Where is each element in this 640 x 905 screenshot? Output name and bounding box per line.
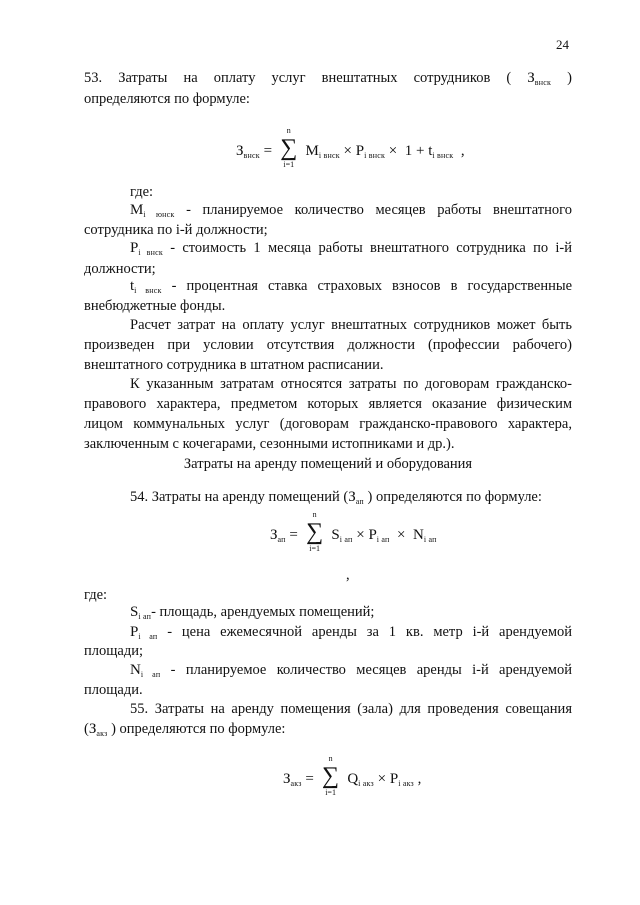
contract-para-l3: лицом коммунальных услуг (договорам гражданско-правового характера, (84, 416, 572, 432)
calc-para-l3: внештатного сотрудника в штатном расписании. (84, 357, 384, 373)
p53-line1: 53. Затраты на оплату услуг внештатных сотрудников ( $З_{внск}$ ) (84, 70, 572, 87)
def-p2: $P_{i ап}$ - цена ежемесячной аренды за 1 кв. метр i-й арендуемой (130, 624, 573, 641)
page-number: 24 (556, 37, 569, 52)
calc-para-l2: произведен при условии отсутствия должности (профессии рабочего) (84, 337, 572, 353)
def-s: $S_{i ап}-$ площадь, арендуемых помещений; (130, 604, 375, 621)
formula-54: $З_{ап}$ = n ∑ i=1 $S_{i ап} \times P_{i ап} \times N_{i ап}$ (270, 510, 437, 553)
where-label-2: где: (84, 587, 108, 603)
def-p: $P_{i внск}$ - стоимость 1 месяца работы внештатного сотрудника по i-й (130, 240, 573, 257)
formula-54-comma: , (346, 567, 350, 583)
contract-para-l4: заключенным с кочегарами, сезонными истопниками и др.). (84, 436, 455, 452)
sum-sign: n ∑ i=1 (322, 754, 340, 797)
def-n: $N_{i ап}$ - планируемое количество месяцев аренды i-й арендуемой (130, 662, 572, 679)
def-p-cont: должности; (84, 261, 156, 277)
p55-line1: 55. Затраты на аренду помещения (зала) для проведения совещания (130, 701, 572, 717)
p53-symbol: $З_{внск}$ (527, 70, 552, 87)
p53-line2: определяются по формуле: (84, 91, 250, 107)
contract-para-l1: К указанным затратам относятся затраты по договорам гражданско- (130, 376, 572, 392)
sum-sign: n ∑ i=1 (280, 126, 298, 169)
section-heading: Затраты на аренду помещений и оборудования (183, 456, 473, 472)
def-t-cont: внебюджетные фонды. (84, 298, 226, 314)
p55-line2: ($З_{акз}$ ) определяются по формуле: (84, 721, 286, 738)
def-m-cont: сотрудника по i-й должности; (84, 222, 268, 238)
formula-55: $З_{акз}$ = n ∑ i=1 $Q_{i акз} \times P_{i акз}$ , (283, 754, 422, 797)
formula-53: $З_{внск}$ = n ∑ i=1 $M_{i внск} \times P_{i внск} \times 1 + t_{i внск}$ , (236, 126, 465, 169)
p54-line: 54. Затраты на аренду помещений ($З_{ап}$ ) определяются по формуле: (130, 489, 542, 506)
contract-para-l2: правового характера, предметом которых является оказание физическим (84, 396, 572, 412)
calc-para-l1: Расчет затрат на оплату услуг внештатных сотрудников может быть (130, 317, 572, 333)
def-m: $M_{i юнск}$ - планируемое количество месяцев работы внештатного (130, 202, 572, 219)
def-t: $t_{i внск}$ - процентная ставка страховых взносов в государственные (130, 278, 573, 295)
sum-sign: n ∑ i=1 (306, 510, 324, 553)
def-n-cont: площади. (84, 682, 143, 698)
def-p2-cont: площади; (84, 643, 144, 659)
where-label-1: где: (130, 184, 154, 200)
